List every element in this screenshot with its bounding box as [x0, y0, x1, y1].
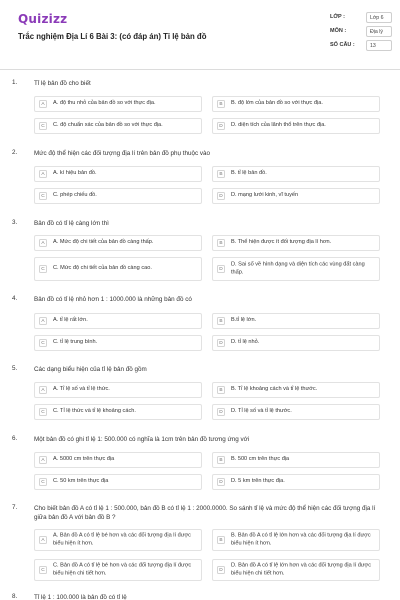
- option-c[interactable]: [34, 118, 202, 134]
- option-text: A. 5000 cm trên thực địa: [53, 456, 115, 463]
- question-number: 3.: [12, 219, 18, 226]
- question-number: 6.: [12, 435, 18, 442]
- option-text: A. độ thu nhỏ của bản đồ so với thực địa.: [53, 100, 156, 107]
- question-text: Các dạng biểu hiện của tỉ lệ bản đồ gồm: [34, 366, 147, 373]
- option-text: B. Bản đồ A có tỉ lệ lớn hơn và các đối tượng địa lí được biểu hiện ít hơn.: [231, 532, 371, 546]
- option-text: C. Bản đồ A có tỉ lệ bé hơn và các đối tượng địa lí được biểu hiện chi tiết hơn.: [53, 562, 192, 576]
- question-text: Bản đồ có tỉ lệ nhỏ hơn 1 : 1000.000 là những bản đồ có: [34, 296, 192, 303]
- option-text: B. tỉ lệ bản đồ.: [231, 170, 267, 177]
- meta-key: LỚP :: [330, 14, 345, 20]
- option-b[interactable]: [212, 452, 380, 468]
- meta-value: Địa lý: [366, 26, 392, 37]
- question-number: 8.: [12, 593, 18, 600]
- option-text: D. tỉ lệ nhỏ.: [231, 339, 260, 346]
- option-text: A. Bản đồ A có tỉ lệ bé hơn và các đối tượng địa lí được biểu hiện ít hơn.: [53, 532, 191, 546]
- option-text: D. Tỉ lệ số và tỉ lệ thước.: [231, 408, 292, 415]
- option-a[interactable]: [34, 382, 202, 398]
- option-letter-box: A: [39, 536, 47, 544]
- option-b[interactable]: [212, 166, 380, 182]
- option-text: B.tỉ lệ lớn.: [231, 317, 257, 324]
- option-letter-box: C: [39, 478, 47, 486]
- question-number: 1.: [12, 79, 18, 86]
- option-letter-box: D: [217, 192, 225, 200]
- option-text: A. Tỉ lệ số và tỉ lệ thức.: [53, 386, 110, 393]
- option-c[interactable]: [34, 404, 202, 420]
- option-letter-box: D: [217, 339, 225, 347]
- option-letter-box: C: [39, 408, 47, 416]
- option-a[interactable]: [34, 529, 202, 551]
- option-text: B. Tỉ lệ khoảng cách và tỉ lệ thước.: [231, 386, 318, 393]
- question-text: Mức độ thể hiện các đối tượng địa lí trên bản đồ phụ thuộc vào: [34, 150, 211, 157]
- question-text: Một bản đồ có ghi tỉ lệ 1: 500.000 có nghĩa là 1cm trên bản đồ tương ứng với: [34, 436, 250, 443]
- option-text: C. Mức độ chi tiết của bản đồ càng cao.: [53, 265, 152, 272]
- option-letter-box: B: [217, 170, 225, 178]
- option-letter-box: B: [217, 239, 225, 247]
- option-text: C. phép chiếu đồ.: [53, 192, 97, 199]
- option-d[interactable]: [212, 474, 380, 490]
- option-letter-box: A: [39, 317, 47, 325]
- option-text: D. diện tích của lãnh thổ trên thực địa.: [231, 122, 326, 129]
- header-divider: [0, 69, 400, 70]
- meta-key: MÔN :: [330, 28, 347, 34]
- option-text: D. mạng lưới kinh, vĩ tuyến: [231, 192, 299, 199]
- option-text: B. độ lớn của bản đồ so với thực địa.: [231, 100, 323, 107]
- option-letter-box: A: [39, 239, 47, 247]
- question-number: 5.: [12, 365, 18, 372]
- question-text: Tỉ lệ bản đồ cho biết: [34, 80, 91, 87]
- option-d[interactable]: [212, 559, 380, 581]
- option-letter-box: A: [39, 100, 47, 108]
- option-c[interactable]: [34, 559, 202, 581]
- option-b[interactable]: [212, 235, 380, 251]
- option-letter-box: B: [217, 100, 225, 108]
- option-letter-box: B: [217, 536, 225, 544]
- option-text: D. Bản đồ A có tỉ lệ lớn hơn và các đối tượng địa lí được biểu hiện chi tiết hơn.: [231, 562, 372, 576]
- question-text: Tỉ lệ 1 : 100.000 là bản đồ có tỉ lệ: [34, 594, 127, 600]
- option-c[interactable]: [34, 188, 202, 204]
- option-letter-box: D: [217, 408, 225, 416]
- option-a[interactable]: [34, 235, 202, 251]
- option-letter-box: C: [39, 122, 47, 130]
- question-number: 4.: [12, 295, 18, 302]
- meta-key: SỐ CÂU :: [330, 42, 355, 48]
- option-a[interactable]: [34, 166, 202, 182]
- option-b[interactable]: [212, 382, 380, 398]
- document-header: [0, 0, 400, 66]
- option-letter-box: D: [217, 122, 225, 130]
- option-letter-box: C: [39, 192, 47, 200]
- option-letter-box: B: [217, 456, 225, 464]
- question-text: Bản đồ có tỉ lệ càng lớn thì: [34, 220, 109, 227]
- option-text: B. Thể hiện được ít đối tượng địa lí hơn.: [231, 239, 332, 246]
- option-b[interactable]: [212, 96, 380, 112]
- option-letter-box: B: [217, 386, 225, 394]
- option-b[interactable]: [212, 529, 380, 551]
- option-c[interactable]: [34, 474, 202, 490]
- option-a[interactable]: [34, 96, 202, 112]
- option-letter-box: D: [217, 478, 225, 486]
- option-a[interactable]: [34, 313, 202, 329]
- option-d[interactable]: [212, 188, 380, 204]
- option-text: C. Tỉ lệ thức và tỉ lệ khoảng cách.: [53, 408, 136, 415]
- question-number: 7.: [12, 504, 18, 511]
- quizizz-logo: Quizizz: [18, 12, 68, 26]
- option-d[interactable]: [212, 118, 380, 134]
- option-text: D. Sai số về hình dạng và diện tích các vùng đất càng thấp.: [231, 261, 365, 275]
- option-text: A. kí hiệu bản đồ.: [53, 170, 97, 177]
- option-letter-box: D: [217, 265, 225, 273]
- question-number: 2.: [12, 149, 18, 156]
- option-text: D. 5 km trên thực địa.: [231, 478, 285, 485]
- option-a[interactable]: [34, 452, 202, 468]
- option-c[interactable]: [34, 257, 202, 281]
- option-c[interactable]: [34, 335, 202, 351]
- option-letter-box: C: [39, 265, 47, 273]
- option-text: C. 50 km trên thực địa: [53, 478, 109, 485]
- option-text: A. tỉ lệ rất lớn.: [53, 317, 88, 324]
- option-b[interactable]: [212, 313, 380, 329]
- option-text: C. tỉ lệ trung bình.: [53, 339, 98, 346]
- option-d[interactable]: [212, 257, 380, 281]
- meta-row-subject: [330, 26, 390, 40]
- question-text: Cho biết bản đồ A có tỉ lệ 1 : 500.000, bản đồ B có tỉ lệ 1 : 2000.0000. So sánh tỉ lệ và mức độ thể hiện các đối tượng địa lí giữa bản đồ A với bản đồ B ?: [34, 505, 376, 521]
- page-title: Trắc nghiệm Địa Lí 6 Bài 3: (có đáp án) Tỉ lệ bản đồ: [18, 32, 207, 41]
- option-letter-box: C: [39, 566, 47, 574]
- meta-row-count: [330, 40, 390, 54]
- option-d[interactable]: [212, 404, 380, 420]
- option-d[interactable]: [212, 335, 380, 351]
- option-letter-box: A: [39, 456, 47, 464]
- meta-info: [330, 12, 390, 54]
- option-letter-box: B: [217, 317, 225, 325]
- option-letter-box: D: [217, 566, 225, 574]
- option-text: C. độ chuẩn xác của bản đồ so với thực địa.: [53, 122, 163, 129]
- option-letter-box: C: [39, 339, 47, 347]
- meta-value: Lớp 6: [366, 12, 392, 23]
- meta-row-class: [330, 12, 390, 26]
- meta-value: 13: [366, 40, 392, 51]
- option-text: B. 500 cm trên thực địa: [231, 456, 290, 463]
- option-letter-box: A: [39, 386, 47, 394]
- option-text: A. Mức độ chi tiết của bản đồ càng thấp.: [53, 239, 154, 246]
- option-letter-box: A: [39, 170, 47, 178]
